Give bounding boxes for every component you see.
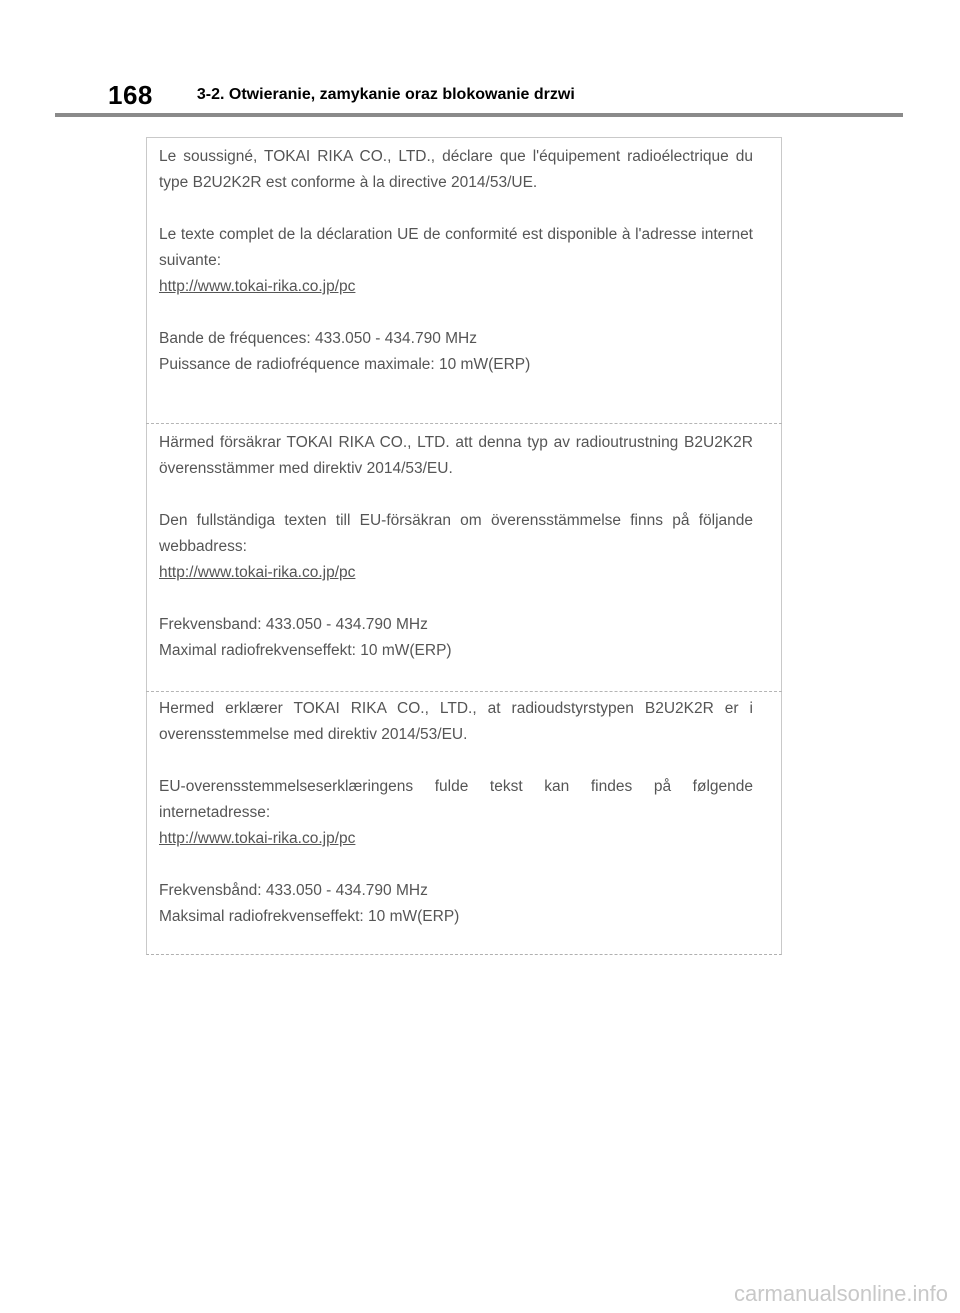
frequency-band: Bande de fréquences: 433.050 - 434.790 MHz <box>159 330 477 347</box>
header-rule <box>55 113 903 117</box>
declaration-box <box>146 137 782 955</box>
declaration-block-swedish <box>147 430 781 664</box>
watermark: carmanualsonline.info <box>733 1281 948 1306</box>
frequency-band: Frekvensbånd: 433.050 - 434.790 MHz <box>159 882 428 899</box>
page-number: 168 <box>108 79 153 110</box>
declaration-url-link[interactable]: http://www.tokai-rika.co.jp/pc <box>159 830 356 847</box>
declaration-text: Härmed försäkrar TOKAI RIKA CO., LTD. att denna typ av radioutrustning B2U2K2R överensstämmer med direktiv 2014/53/EU. <box>159 434 753 477</box>
declaration-block-french <box>147 144 781 378</box>
page-header <box>108 78 575 112</box>
declaration-url-link[interactable]: http://www.tokai-rika.co.jp/pc <box>159 278 356 295</box>
full-text-intro: Le texte complet de la déclaration UE de conformité est disponible à l'adresse internet suivante: <box>159 226 753 269</box>
section-divider <box>146 691 782 692</box>
declaration-text: Le soussigné, TOKAI RIKA CO., LTD., déclare que l'équipement radioélectrique du type B2U2K2R est conforme à la directive 2014/53/UE. <box>159 148 753 191</box>
declaration-block-danish <box>147 696 781 930</box>
frequency-band: Frekvensband: 433.050 - 434.790 MHz <box>159 616 428 633</box>
section-title: 3-2. Otwieranie, zamykanie oraz blokowanie drzwi <box>196 86 575 103</box>
full-text-intro: Den fullständiga texten till EU-försäkran om överensstämmelse finns på följande webbadress: <box>159 512 753 555</box>
declaration-url-link[interactable]: http://www.tokai-rika.co.jp/pc <box>159 564 356 581</box>
declaration-text: Hermed erklærer TOKAI RIKA CO., LTD., at radioudstyrstypen B2U2K2R er i overensstemmelse med direktiv 2014/53/EU. <box>159 700 753 743</box>
max-power: Puissance de radiofréquence maximale: 10 mW(ERP) <box>159 356 531 373</box>
max-power: Maximal radiofrekvenseffekt: 10 mW(ERP) <box>159 642 452 659</box>
max-power: Maksimal radiofrekvenseffekt: 10 mW(ERP) <box>159 908 460 925</box>
full-text-intro: EU-overensstemmelseserklæringens fulde tekst kan findes på følgende internetadresse: <box>159 778 753 821</box>
section-divider <box>146 423 782 424</box>
